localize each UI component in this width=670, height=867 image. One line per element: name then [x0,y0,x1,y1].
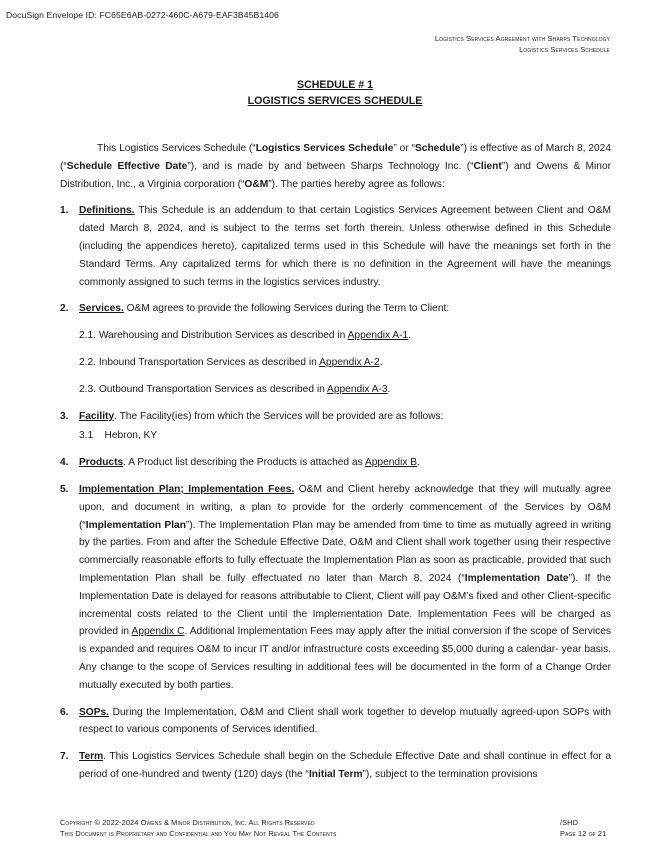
section-heading: Term [79,751,104,763]
section-products: 4. Products. A Product list describing the Products is attached as Appendix B. [60,457,420,469]
section-sops: 6. SOPs. During the Implementation, O&M and Client shall work together to develop mutually agreed-upon SOPs with respect to various components of Services identified. [60,706,611,736]
document-body [60,140,611,793]
section-term: 7. Term. This Logistics Services Schedule shall begin on the Schedule Effective Date and shall continue in effect for a period of one-hundred and twenty (120) days (the “Initial Term”), subject to the termination provisions [60,751,611,780]
section-heading: Products [79,457,124,469]
section-heading: Definitions. [79,205,135,217]
footer-initials: /SHD [560,818,579,827]
appendix-link[interactable]: Appendix A-1 [347,330,409,342]
subsection-item: 2.1. Warehousing and Distribution Services as described in Appendix A-1. [79,330,412,342]
subsection-item: 2.3. Outbound Transportation Services as described in Appendix A-3. [79,383,391,395]
section-implementation: 5. Implementation Plan; Implementation Fees. O&M and Client hereby acknowledge that they will mutually agree upon, and document in writing, a plan to provide for the orderly commencement of the Services by O&M (“Implementation Plan”). The Implementation Plan may be amended from time to time as mutually agreed in writing by the parties. From and after the Schedule Effective Date, O&M and Client shall work together using their respective commercially reasonable efforts to fully effectuate the Implementation Plan as soon as practicable, provided that such Implementation Plan shall be fully effectuated no later than March 8, 2024 (“Implementation Date”). If the Implementation Date is delayed for reasons attributable to Client, Client will pay O&M’s fixed and other Client-specific incremental costs related to the Client until the Implementation Date. Implementation Fees will be charged as provided in Appendix C. Additional Implementation Fees may apply after the initial conversion if the scope of Services is expanded and requires O&M to incur IT and/or infrastructure costs exceeding $5,000 during a calendar- year basis. Any change to the scope of Services resulting in additional fees will be documented in the form of a Change Order mutually executed by both parties. [60,483,612,691]
footer-confidentiality: This Document is Proprietary and Confidential and You May Not Reveal The Contents Page 12 of 21 [60,829,607,838]
appendix-link[interactable]: Appendix C [131,626,185,638]
section-services: 2. Services. O&M agrees to provide the following Services during the Term to Client: [60,303,450,315]
appendix-link[interactable]: Appendix B [364,457,418,469]
appendix-link[interactable]: Appendix A-2 [319,356,380,368]
schedule-number-title: SCHEDULE # 1 [297,79,373,91]
section-heading: Facility [79,410,115,422]
running-header-agreement: Logistics Services Agreement with Sharps Technology [434,34,610,43]
appendix-link[interactable]: Appendix A-3 [327,383,388,395]
intro-paragraph: This Logistics Services Schedule (“Logistics Services Schedule” or “Schedule”) is effective as of March 8, 2024 (“Schedule Effective Date”), and is made by and between Sharps Technology Inc. (“Client”) and Owens & Minor Distribution, Inc., a Virginia corporation (“O&M”). The parties hereby agree as follows: [60,143,611,190]
page-number: Page 12 of 21 [560,829,607,838]
subsection-item: 2.2. Inbound Transportation Services as described in Appendix A-2. [79,356,383,368]
section-heading: SOPs. [79,706,110,718]
section-definitions: 1. Definitions. This Schedule is an addendum to that certain Logistics Services Agreement between Client and O&M dated March 8, 2024, and is subject to the terms set forth therein. Unless otherwise defined in this Schedule (including the appendices hereto), capitalized terms used in this Schedule will have the meanings set forth in the Standard Terms. Any capitalized terms for which there is no definition in the Agreement will have the meanings commonly assigned to such terms in the logistics services industry. [60,205,611,288]
schedule-name-title: LOGISTICS SERVICES SCHEDULE [247,95,423,107]
section-facility: 3. Facility. The Facility(ies) from which the Services will be provided are as follows: [60,410,444,422]
section-heading: Services. [79,303,124,315]
docusign-envelope-id: DocuSign Envelope ID: FC65E6AB-0272-460C-A679-EAF3B45B1406 [6,10,279,20]
running-header-schedule: Logistics Services Schedule [519,45,610,54]
section-heading: Implementation Plan; Implementation Fees. [79,483,295,495]
footer-copyright: Copyright © 2022-2024 Owens & Minor Distribution, Inc. All Rights Reserved /SHD [60,818,579,827]
subsection-item: 3.1 Hebron, KY [79,430,158,442]
